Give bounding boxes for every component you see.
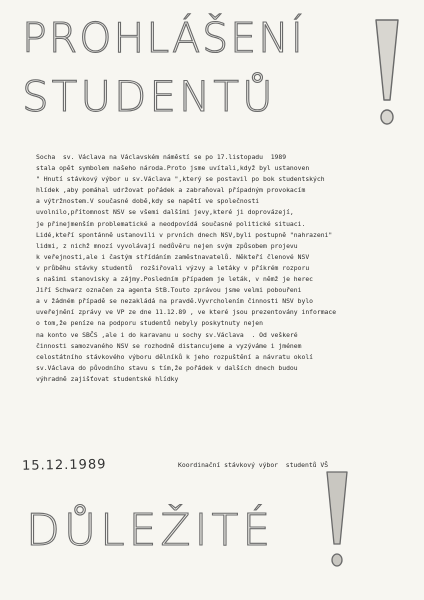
headline-studentu: STUDENTŮ bbox=[22, 72, 276, 121]
headline-prohlaseni: PROHLÁŠENÍ bbox=[22, 14, 305, 62]
statement-line: uvolnilo,přítomnost NSV se všemi dalšími jevy,které ji doprovázejí, bbox=[36, 208, 294, 217]
handwritten-date: 15.12.1989 bbox=[21, 457, 107, 474]
statement-body bbox=[36, 152, 406, 385]
statement-line: celostátního stávkového výboru dělníků k jeho rozpuštění a návratu okolí bbox=[36, 352, 314, 361]
exclamation-mark-icon bbox=[372, 18, 402, 128]
exclamation-mark-icon bbox=[324, 470, 350, 570]
statement-line: stala opět symbolem našeho národa.Proto jsme uvítali,když byl ustanoven bbox=[36, 164, 310, 173]
statement-line: " Hnutí stávkový výbor u sv.Václava ",který se postavil po bok studentských bbox=[36, 175, 325, 184]
statement-line: a v žádném případě se nezakládá na pravdě.Vyvrcholením činnosti NSV bylo bbox=[36, 297, 314, 306]
statement-line: Socha sv. Václava na Václavském náměstí se po 17.listopadu 1989 bbox=[36, 153, 287, 161]
statement-line: Lidé,kteří spontánně ustanovili v prvních dnech NSV,byli postupně "nahrazeni" bbox=[36, 230, 333, 239]
statement-line: výhradně zajišťovat studentské hlídky bbox=[36, 374, 179, 383]
statement-line: na konto ve SBČS ,ale i do karavanu u sochy sv.Václava . Od veškeré bbox=[36, 330, 298, 339]
statement-line: o tom,že peníze na podporu studentů nebyly poskytnuty nejen bbox=[36, 319, 264, 328]
statement-line: hlídek ,aby pomáhal udržovat pořádek a zabraňoval případným provokacím bbox=[36, 186, 306, 195]
statement-line: s našimi stanovisky a zájmy.Posledním případem je leták, v němž je herec bbox=[36, 275, 314, 284]
statement-line: uveřejnění zprávy ve VP ze dne 11.12.89 , ve které jsou prezentovány informace bbox=[36, 308, 337, 317]
statement-line: lidmi, z nichž mnozí vyvolávají nedůvěru nejen svým způsobem projevu bbox=[36, 241, 298, 250]
headline-dulezite: DŮLEŽITÉ bbox=[26, 505, 275, 556]
statement-line: je přinejmenším problematické a neodpovídá současné politické situaci. bbox=[36, 219, 306, 228]
signature-line: Koordinační stávkový výbor studentů VŠ bbox=[178, 461, 329, 469]
statement-line: sv.Václava do původního stavu s tím,že pořádek v dalších dnech budou bbox=[36, 363, 298, 372]
statement-line: k veřejnosti,ale i častým střídáním zaměstnavatelů. Někteří členové NSV bbox=[36, 252, 310, 261]
statement-line: a výtržnostem.V současné době,kdy se napětí ve společnosti bbox=[36, 197, 260, 206]
statement-line: v průběhu stávky studentů rozšiřovali výzvy a letáky v příkrém rozporu bbox=[36, 263, 310, 272]
statement-line: Jiří Schwarz označen za agenta StB.Touto zprávou jsme velmi pobouřeni bbox=[36, 286, 302, 295]
statement-line: činnosti samozvaného NSV se rozhodně distancujeme a vyzýváme i jménem bbox=[36, 341, 302, 350]
